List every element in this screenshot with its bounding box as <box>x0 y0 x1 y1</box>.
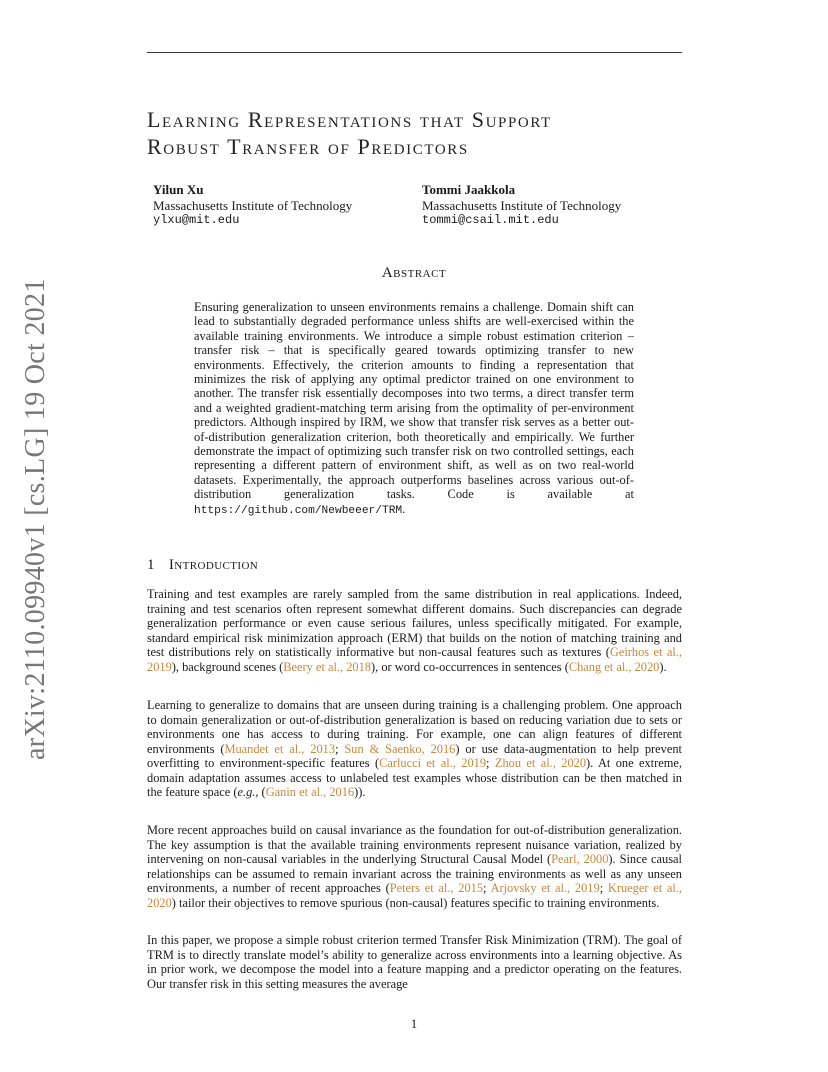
paragraph-text: ) or use data-augmentation to help prevent overfitting to environment-specific features ( <box>147 741 682 770</box>
section-heading <box>147 557 258 574</box>
paragraph-text: Learning to generalize to domains that are unseen during training is a challenging problem. One approach to domain generalization or out-of-distribution generalization is based on reducing variation due to sets or environments one has access to during training. For example, one can align features of different environments ( <box>147 698 682 756</box>
author-affiliation: Massachusetts Institute of Technology <box>153 197 353 213</box>
body-paragraph <box>147 823 682 910</box>
body-paragraph <box>147 698 682 800</box>
abstract-text: Ensuring generalization to unseen environments remains a challenge. Domain shift can lead to substantially degraded performance unless shifts are well-exercised within the available training environments. We introduce a simple robust estimation criterion – transfer risk – that is specifically geared towards optimizing transfer to new environments. Effectively, the criterion amounts to finding a representation that minimizes the risk of applying any optimal predictor trained on one environment to another. The transfer risk essentially decomposes into two terms, a direct transfer term and a weighted gradient-matching term arising from the optimality of per-environment predictors. Although inspired by IRM, we show that transfer risk serves as a better out-of-distribution generalization criterion, both theoretically and empirically. We further demonstrate the impact of optimizing such transfer risk on two controlled settings, each representing a different pattern of environment shift, as well as on two real-world datasets. Experimentally, the approach outperforms baselines across various out-of-distribution generalization tasks. Code is available at <box>194 300 634 502</box>
paragraph-text: , ( <box>255 785 266 799</box>
abstract-heading: Abstract <box>381 265 447 281</box>
paragraph-text: ), background scenes ( <box>171 659 284 674</box>
citation-link[interactable]: Chang et al., 2020 <box>568 659 660 674</box>
top-rule <box>147 52 682 53</box>
author-affiliation: Massachusetts Institute of Technology <box>422 197 622 213</box>
citation-link[interactable]: Peters et al., 2015 <box>389 881 484 895</box>
arxiv-identifier: arXiv:2110.09940v1 [cs.LG] 19 Oct 2021 <box>20 278 51 760</box>
section-number: 1 <box>147 557 155 573</box>
citation-link[interactable]: Geirhos et al., 2019 <box>147 645 682 674</box>
section-title: Introduction <box>168 557 259 573</box>
citation-link[interactable]: Zhou et al., 2020 <box>494 756 587 770</box>
author-email[interactable]: tommi@csail.mit.edu <box>422 213 559 227</box>
author-name: Tommi Jaakkola <box>422 182 516 197</box>
paragraph-text: ; <box>486 756 495 770</box>
citation-link[interactable]: Krueger et al., 2020 <box>147 881 682 910</box>
paragraph-text: ). <box>659 659 667 674</box>
citation-link[interactable]: Beery et al., 2018 <box>283 659 372 674</box>
title-line: Robust Transfer of Predictors <box>147 134 469 159</box>
paragraph-text: ). Since causal relationships can be assumed to remain invariant across the training environments as well as any unseen environments, a number of recent approaches ( <box>147 852 682 895</box>
citation-link[interactable]: Arjovsky et al., 2019 <box>490 881 600 895</box>
paragraph-text: )). <box>354 785 366 799</box>
body-paragraph: In this paper, we propose a simple robust criterion termed Transfer Risk Minimization (TRM). The goal of TRM is to directly translate model’s ability to generalize across environments into a learning objective. As in prior work, we decompose the model into a feature mapping and a predictor operating on the features. Our transfer risk in this setting measures the average <box>147 933 682 991</box>
paragraph-text: ; <box>483 881 491 895</box>
code-link[interactable]: https://github.com/Newbeeer/TRM <box>194 504 403 517</box>
paragraph-text: ), or word co-occurrences in sentences ( <box>371 659 569 674</box>
author-name: Yilun Xu <box>153 182 204 197</box>
paragraph-text: ) tailor their objectives to remove spurious (non-causal) features specific to training environments. <box>171 895 660 910</box>
paragraph-text: ). At one extreme, domain adaptation assumes access to unlabeled test examples whose distribution can be then matched in the feature space ( <box>147 756 682 799</box>
paper-title <box>147 106 707 160</box>
citation-link[interactable]: Pearl, 2000 <box>551 852 609 866</box>
paragraph-text: ; <box>599 881 608 895</box>
page-number: 1 <box>410 1017 418 1031</box>
author-email[interactable]: ylxu@mit.edu <box>153 213 240 227</box>
citation-link[interactable]: Muandet et al., 2013 <box>224 741 336 756</box>
citation-link[interactable]: Ganin et al., 2016 <box>265 785 355 799</box>
paragraph-text: ; <box>335 741 345 756</box>
title-line: Learning Representations that Support <box>147 107 552 132</box>
author-block <box>153 182 352 229</box>
paragraph-text: More recent approaches build on causal invariance as the foundation for out-of-distribution generalization. The key assumption is that the available training environments represent nuisance variation, realized by intervening on non-causal variables in the underlying Structural Causal Model ( <box>147 823 682 866</box>
emphasis-text: e.g. <box>237 785 256 799</box>
author-block <box>422 182 621 229</box>
abstract-paragraph <box>194 300 634 518</box>
paragraph-text: Training and test examples are rarely sampled from the same distribution in real applications. Indeed, training and test scenarios often represent somewhat different domains. Such discrepancies can degrade generalization performance or even cause serious failures, unless specifically mitigated. For example, standard empirical risk minimization approach (ERM) that builds on the notion of matching training and test distributions rely on statistically informative but non-causal features such as textures ( <box>147 587 682 659</box>
body-paragraph <box>147 587 682 674</box>
citation-link[interactable]: Sun & Saenko, 2016 <box>344 741 456 756</box>
citation-link[interactable]: Carlucci et al., 2019 <box>379 756 487 770</box>
abstract-end: . <box>402 501 406 516</box>
